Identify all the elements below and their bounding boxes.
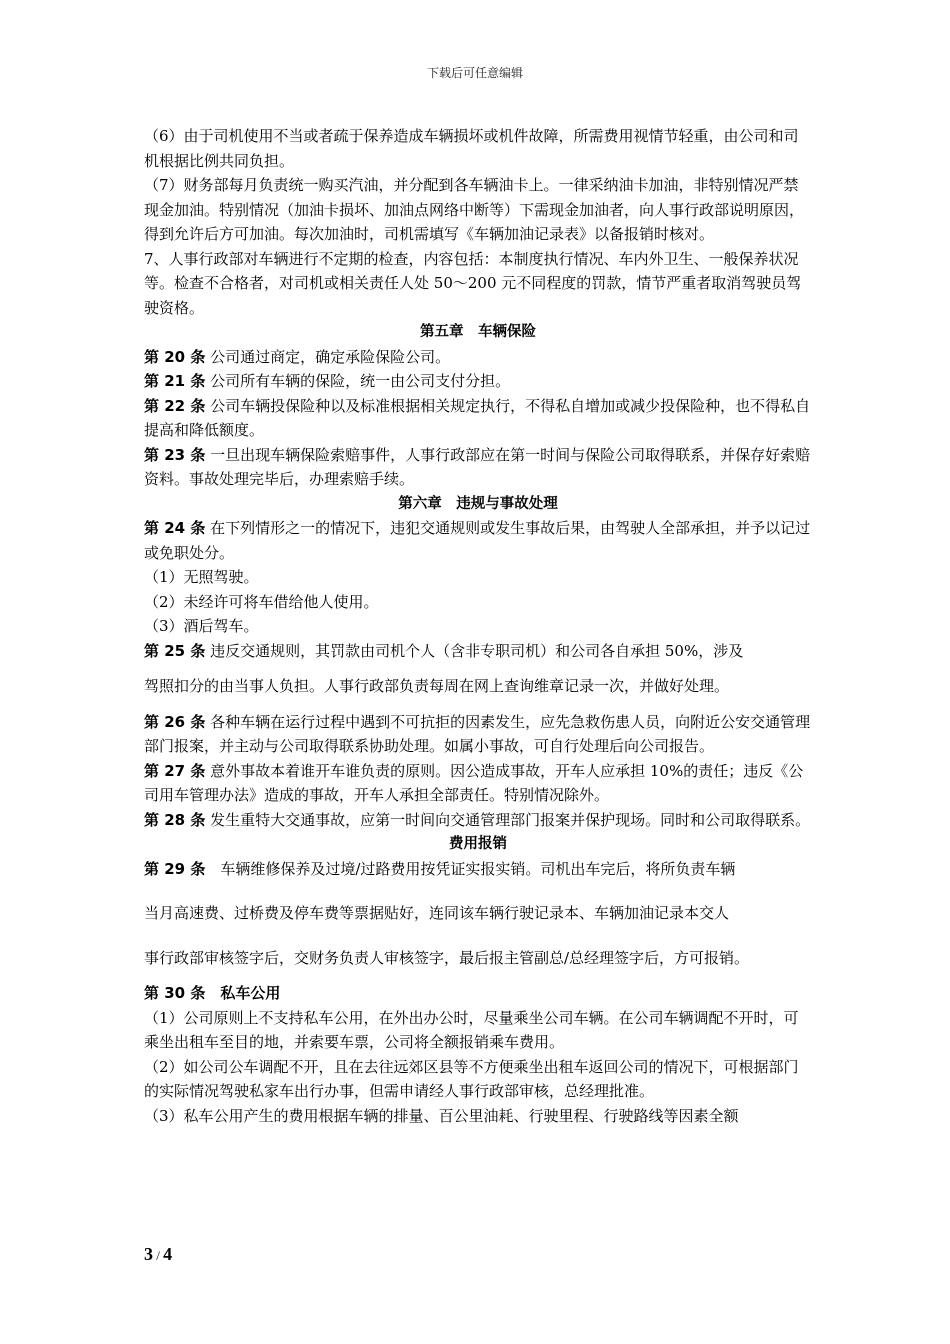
article-text: 一旦出现车辆保险索赔事件，人事行政部应在第一时间与保险公司取得联系，并保存好索赔资料。事故处理完毕后，办理索赔手续。 [144, 445, 811, 488]
page-header: 下载后可任意编辑 [426, 66, 523, 80]
article-label: 第 30 条 [144, 984, 206, 1002]
article-27 [144, 759, 812, 808]
article-text: 各种车辆在运行过程中遇到不可抗拒的因素发生，应先急救伤患人员，向附近公安交通管理部门报案，并主动与公司取得联系协助处理。如属小事故，可自行处理后向公司报告。 [144, 712, 811, 755]
chapter-heading: 第五章 车辆保险 [420, 324, 536, 340]
article-28 [144, 808, 812, 833]
page-separator: / [153, 1248, 164, 1263]
article-label: 第 25 条 [144, 641, 206, 660]
article-text: 公司车辆投保险种以及标准根据相关规定执行，不得私自增加或减少投保险种，也不得私自提高和降低额度。 [144, 396, 811, 439]
current-page: 3 [144, 1244, 153, 1264]
paragraph: 7、人事行政部对车辆进行不定期的检查，内容包括：本制度执行情况、车内外卫生、一般保养状况等。检查不合格者，对司机或相关责任人处 50～200 元不同程度的罚款，情节严重者取消驾驶员驾驶资格。 [144, 249, 802, 317]
article-text: 违反交通规则，其罚款由司机个人（含非专职司机）和公司各自承担 50%，涉及 [205, 641, 744, 660]
article-text: 意外事故本着谁开车谁负责的原则。因公造成事故，开车人应承担 10%的责任；违反《公司用车管理办法》造成的事故，开车人承担全部责任。特别情况除外。 [144, 761, 804, 804]
list-item: （1）公司原则上不支持私车公用，在外出办公时，尽量乘坐公司车辆。在公司车辆调配不开时，可乘坐出租车至目的地，并索要车票，公司将全额报销乘车费用。 [144, 1008, 799, 1051]
article-text: 公司所有车辆的保险，统一由公司支付分担。 [205, 372, 511, 390]
article-24 [144, 516, 812, 565]
article-25-continued: 驾照扣分的由当事人负担。人事行政部负责每周在网上查询维章记录一次，并做好处理。 [144, 677, 730, 695]
article-label: 第 29 条 [144, 859, 206, 878]
article-label: 第 22 条 [144, 396, 206, 415]
article-23 [144, 443, 812, 492]
article-29 [144, 857, 812, 882]
article-21 [144, 369, 812, 394]
article-label: 第 23 条 [144, 445, 206, 464]
article-label: 第 21 条 [144, 372, 206, 390]
article-29-line: 当月高速费、过桥费及停车费等票据贴好，连同该车辆行驶记录本、车辆加油记录本交人 [144, 904, 730, 922]
list-item: （2）如公司公车调配不开，且在去往远郊区县等不方便乘坐出租车返回公司的情况下，可根据部门的实际情况驾驶私家车出行办事，但需申请经人事行政部审核，总经理批准。 [144, 1057, 799, 1100]
article-29-line: 事行政部审核签字后，交财务负责人审核签字，最后报主管副总/总经理签字后，方可报销。 [144, 948, 750, 967]
list-item: （3）私车公用产生的费用根据车辆的排量、百公里油耗、行驶里程、行驶路线等因素全额 [144, 1106, 739, 1125]
section-heading: 费用报销 [449, 836, 507, 852]
article-text: 车辆维修保养及过境/过路费用按凭证实报实销。司机出车完后，将所负责车辆 [205, 859, 736, 878]
article-label: 第 26 条 [144, 712, 206, 731]
article-title: 私车公用 [205, 984, 281, 1002]
page-number [144, 1244, 172, 1265]
article-20 [144, 345, 812, 370]
article-label: 第 27 条 [144, 761, 206, 780]
paragraph: （6）由于司机使用不当或者疏于保养造成车辆损坏或机件故障，所需费用视情节轻重，由公司和司机根据比例共同负担。 [144, 127, 799, 170]
article-25 [144, 639, 812, 664]
article-label: 第 28 条 [144, 810, 206, 829]
list-item: （3）酒后驾车。 [144, 617, 259, 635]
list-item: （2）未经许可将车借给他人使用。 [144, 592, 379, 611]
total-pages: 4 [163, 1244, 173, 1264]
paragraph: （7）财务部每月负责统一购买汽油，并分配到各车辆油卡上。一律采纳油卡加油，非特别情况严禁现金加油。特别情况（加油卡损坏、加油点网络中断等）下需现金加油者，向人事行政部说明原因，得到允许后方可加油。每次加油时，司机需填写《车辆加油记录表》以备报销时核对。 [144, 176, 805, 243]
document-body [144, 124, 812, 1128]
list-item: （1）无照驾驶。 [144, 568, 259, 586]
article-30 [144, 981, 812, 1006]
article-text: 发生重特大交通事故，应第一时间向交通管理部门报案并保护现场。同时和公司取得联系。 [205, 810, 811, 829]
article-text: 公司通过商定，确定承险保险公司。 [205, 347, 451, 366]
article-26 [144, 710, 812, 759]
article-label: 第 20 条 [144, 347, 206, 366]
article-22 [144, 394, 812, 443]
chapter-heading: 第六章 违规与事故处理 [398, 495, 558, 512]
article-label: 第 24 条 [144, 519, 206, 537]
article-text: 在下列情形之一的情况下，违犯交通规则或发生事故后果，由驾驶人全部承担，并予以记过或免职处分。 [144, 519, 811, 562]
